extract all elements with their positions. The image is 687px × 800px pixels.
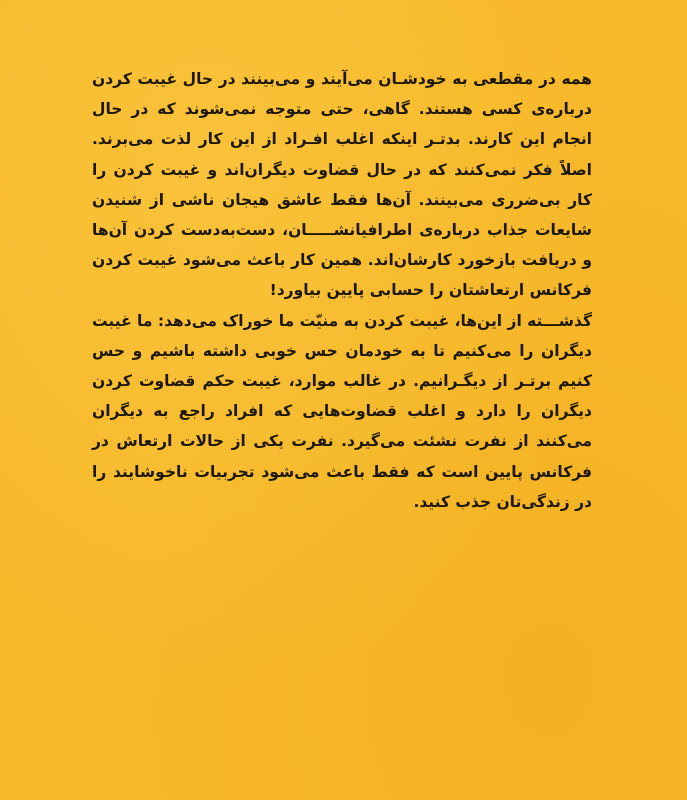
paragraph-2: گذشـــته از این‌ها، غیبت کردن به منیّت ما خوراک می‌دهد: ما غیبت دیگران را می‌کنیم تا به خودمان حس خوبی داشته باشیم و حس کنیم برتـر از دیگـرانیم. در غالب موارد، غیبت حکم قضاوت کردن دیگران را دارد و اغلب قضاوت‌هایی که افراد راجع به دیگران می‌کنند از نفرت نشئت می‌گیرد. نفرت یکی از حالات ارتعاش در فرکانس پایین است که فقط باعث می‌شود تجربیات ناخوشایند را در زندگی‌تان جذب کنید. xyxy=(92,311,592,511)
body-text xyxy=(92,64,592,517)
paragraph-1: همه در مقطعی به خودشـان می‌آیند و می‌بینند در حال غیبت کردن درباره‌ی کسی هستند. گاهی، حتی متوجه نمی‌شوند که در حال انجام این کارند. بدتـر اینکه اغلب افـراد از این کار لذت می‌برند. اصلاً فکر نمی‌کنند که در حال قضاوت دیگران‌اند و غیبت کردن را کار بی‌ضرری می‌بینند. آن‌ها فقط عاشق هیجان ناشی از شنیدن شایعات جذاب درباره‌ی اطرافیانشـــــان، دست‌به‌دست کردن آن‌ها و دریافت بازخورد کارشان‌اند. همین کار باعث می‌شود غیبت کردن فرکانس ارتعاشتان را حسابی پایین بیاورد! xyxy=(92,70,592,300)
